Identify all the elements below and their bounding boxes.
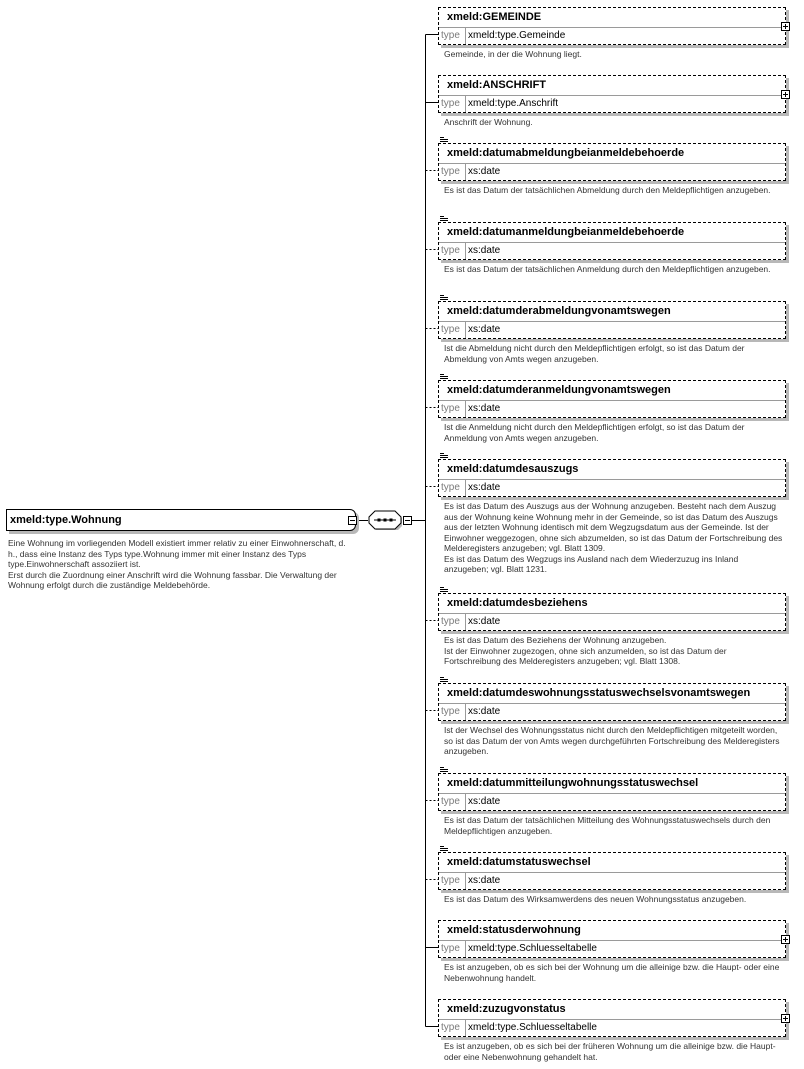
element-documentation: Es ist anzugeben, ob es sich bei der Wohnung um die alleinige bzw. die Haupt- oder eine Nebenwohnung handelt.	[444, 962, 780, 983]
type-label: type	[441, 243, 466, 259]
element-documentation: Es ist das Datum des Auszugs aus der Wohnung anzugeben. Besteht nach dem Auszug aus der Wohnung keine Wohnung mehr in der Gemeinde, so ist das Datum des Auszugs aus der letzten Wohnung identisch mit dem Wegzugsdatum aus der Gemeinde. Ist der Einwohner weggezogen, ohne sich abzumelden, so ist das Datum der Fortschreibung des Melderegisters anzugeben; vgl. Blatt 1309. Es ist das Datum des Wegzugs ins Ausland nach dem Wiederzuzug ins Inland anzugeben; vgl. Blatt 1231.	[444, 501, 783, 574]
element-type-row	[439, 401, 785, 417]
element-documentation: Anschrift der Wohnung.	[444, 117, 533, 127]
type-value: xs:date	[468, 324, 501, 335]
element-documentation: Es ist das Datum der tatsächlichen Abmeldung durch den Meldepflichtigen anzugeben.	[444, 185, 771, 195]
element-name: xmeld:datumderanmeldungvonamtswegen	[439, 381, 785, 401]
element-box[interactable]	[438, 380, 786, 418]
element-box[interactable]	[438, 773, 786, 811]
type-label: type	[441, 96, 466, 112]
type-value: xmeld:type.Gemeinde	[468, 30, 566, 41]
type-value: xmeld:type.Schluesseltabelle	[468, 943, 597, 954]
element-type-row	[439, 941, 785, 957]
type-value: xs:date	[468, 482, 501, 493]
type-value: xmeld:type.Schluesseltabelle	[468, 1022, 597, 1033]
element-documentation: Ist die Abmeldung nicht durch den Meldepflichtigen erfolgt, so ist das Datum der Abmeldung von Amts wegen anzugeben.	[444, 343, 745, 364]
element-box[interactable]	[438, 852, 786, 890]
type-label: type	[441, 1020, 466, 1036]
element-name: xmeld:datumabmeldungbeianmeldebehoerde	[439, 144, 785, 164]
element-documentation: Es ist das Datum der tatsächlichen Mitteilung des Wohnungsstatuswechsels durch den Meldepflichtigen anzugeben.	[444, 815, 771, 836]
element-box[interactable]	[438, 75, 786, 113]
root-type-box[interactable]	[6, 509, 356, 531]
element-box[interactable]	[438, 7, 786, 45]
element-type-row	[439, 704, 785, 720]
element-type-row	[439, 96, 785, 112]
element-type-row	[439, 480, 785, 496]
element-documentation: Es ist anzugeben, ob es sich bei der früheren Wohnung um die alleinige bzw. die Haupt- oder eine Nebenwohnung gehandelt hat.	[444, 1041, 776, 1062]
element-documentation: Es ist das Datum des Wirksamwerdens des neuen Wohnungsstatus anzugeben.	[444, 894, 747, 904]
element-type-row	[439, 873, 785, 889]
type-label: type	[441, 28, 466, 44]
expand-icon[interactable]	[781, 90, 790, 99]
element-documentation: Gemeinde, in der die Wohnung liegt.	[444, 49, 582, 59]
type-value: xmeld:type.Anschrift	[468, 98, 559, 109]
type-value: xs:date	[468, 796, 501, 807]
element-type-row	[439, 243, 785, 259]
element-box[interactable]	[438, 920, 786, 958]
element-box[interactable]	[438, 683, 786, 721]
element-name: xmeld:datumderabmeldungvonamtswegen	[439, 302, 785, 322]
element-name: xmeld:GEMEINDE	[439, 8, 785, 28]
element-documentation: Es ist das Datum der tatsächlichen Anmeldung durch den Meldepflichtigen anzugeben.	[444, 264, 771, 274]
element-box[interactable]	[438, 301, 786, 339]
element-type-row	[439, 28, 785, 44]
element-box[interactable]	[438, 593, 786, 631]
element-documentation: Ist die Anmeldung nicht durch den Meldepflichtigen erfolgt, so ist das Datum der Anmeldung von Amts wegen anzugeben.	[444, 422, 745, 443]
element-box[interactable]	[438, 143, 786, 181]
type-value: xs:date	[468, 616, 501, 627]
element-box[interactable]	[438, 222, 786, 260]
type-label: type	[441, 873, 466, 889]
type-label: type	[441, 401, 466, 417]
element-documentation: Ist der Wechsel des Wohnungsstatus nicht durch den Meldepflichtigen mitgeteilt worden, so ist das Datum der von Amts wegen durchgeführten Fortschreibung des Melderegisters anzugeben.	[444, 725, 780, 756]
element-type-row	[439, 322, 785, 338]
element-type-row	[439, 794, 785, 810]
type-label: type	[441, 794, 466, 810]
type-label: type	[441, 164, 466, 180]
element-name: xmeld:statusderwohnung	[439, 921, 785, 941]
root-documentation: Eine Wohnung im vorliegenden Modell existiert immer relativ zu einer Einwohnerschaft, d. h., dass eine Instanz des Typs type.Wohnung immer mit einer Instanz des Typs type.Einwohnerschaft assoziiert ist. Erst durch die Zuordnung einer Anschrift wird die Wohnung fassbar. Die Verwaltung der Wohnung erfolgt durch die zuständige Meldebehörde.	[8, 538, 346, 590]
collapse-icon[interactable]	[348, 516, 357, 525]
expand-icon[interactable]	[781, 22, 790, 31]
element-name: xmeld:datummitteilungwohnungsstatuswechsel	[439, 774, 785, 794]
element-type-row	[439, 1020, 785, 1036]
element-name: xmeld:datumdesauszugs	[439, 460, 785, 480]
element-name: xmeld:datumdeswohnungsstatuswechselsvonamtswegen	[439, 684, 785, 704]
type-value: xs:date	[468, 706, 501, 717]
expand-icon[interactable]	[781, 935, 790, 944]
root-type-name: xmeld:type.Wohnung	[10, 514, 122, 526]
type-value: xs:date	[468, 875, 501, 886]
element-box[interactable]	[438, 999, 786, 1037]
element-name: xmeld:datumanmeldungbeianmeldebehoerde	[439, 223, 785, 243]
element-documentation: Es ist das Datum des Beziehens der Wohnung anzugeben. Ist der Einwohner zugezogen, ohne sich anzumelden, so ist das Datum der Fortschreibung des Melderegisters anzugeben; vgl. Blatt 1308.	[444, 635, 727, 666]
type-value: xs:date	[468, 245, 501, 256]
sequence-collapse-icon[interactable]	[403, 516, 412, 525]
type-label: type	[441, 322, 466, 338]
element-name: xmeld:datumdesbeziehens	[439, 594, 785, 614]
type-value: xs:date	[468, 403, 501, 414]
expand-icon[interactable]	[781, 1014, 790, 1023]
type-label: type	[441, 480, 466, 496]
element-box[interactable]	[438, 459, 786, 497]
type-label: type	[441, 941, 466, 957]
element-type-row	[439, 164, 785, 180]
type-label: type	[441, 704, 466, 720]
type-label: type	[441, 614, 466, 630]
element-type-row	[439, 614, 785, 630]
element-name: xmeld:datumstatuswechsel	[439, 853, 785, 873]
element-name: xmeld:ANSCHRIFT	[439, 76, 785, 96]
sequence-compositor-icon[interactable]	[368, 510, 402, 530]
type-value: xs:date	[468, 166, 501, 177]
element-name: xmeld:zuzugvonstatus	[439, 1000, 785, 1020]
